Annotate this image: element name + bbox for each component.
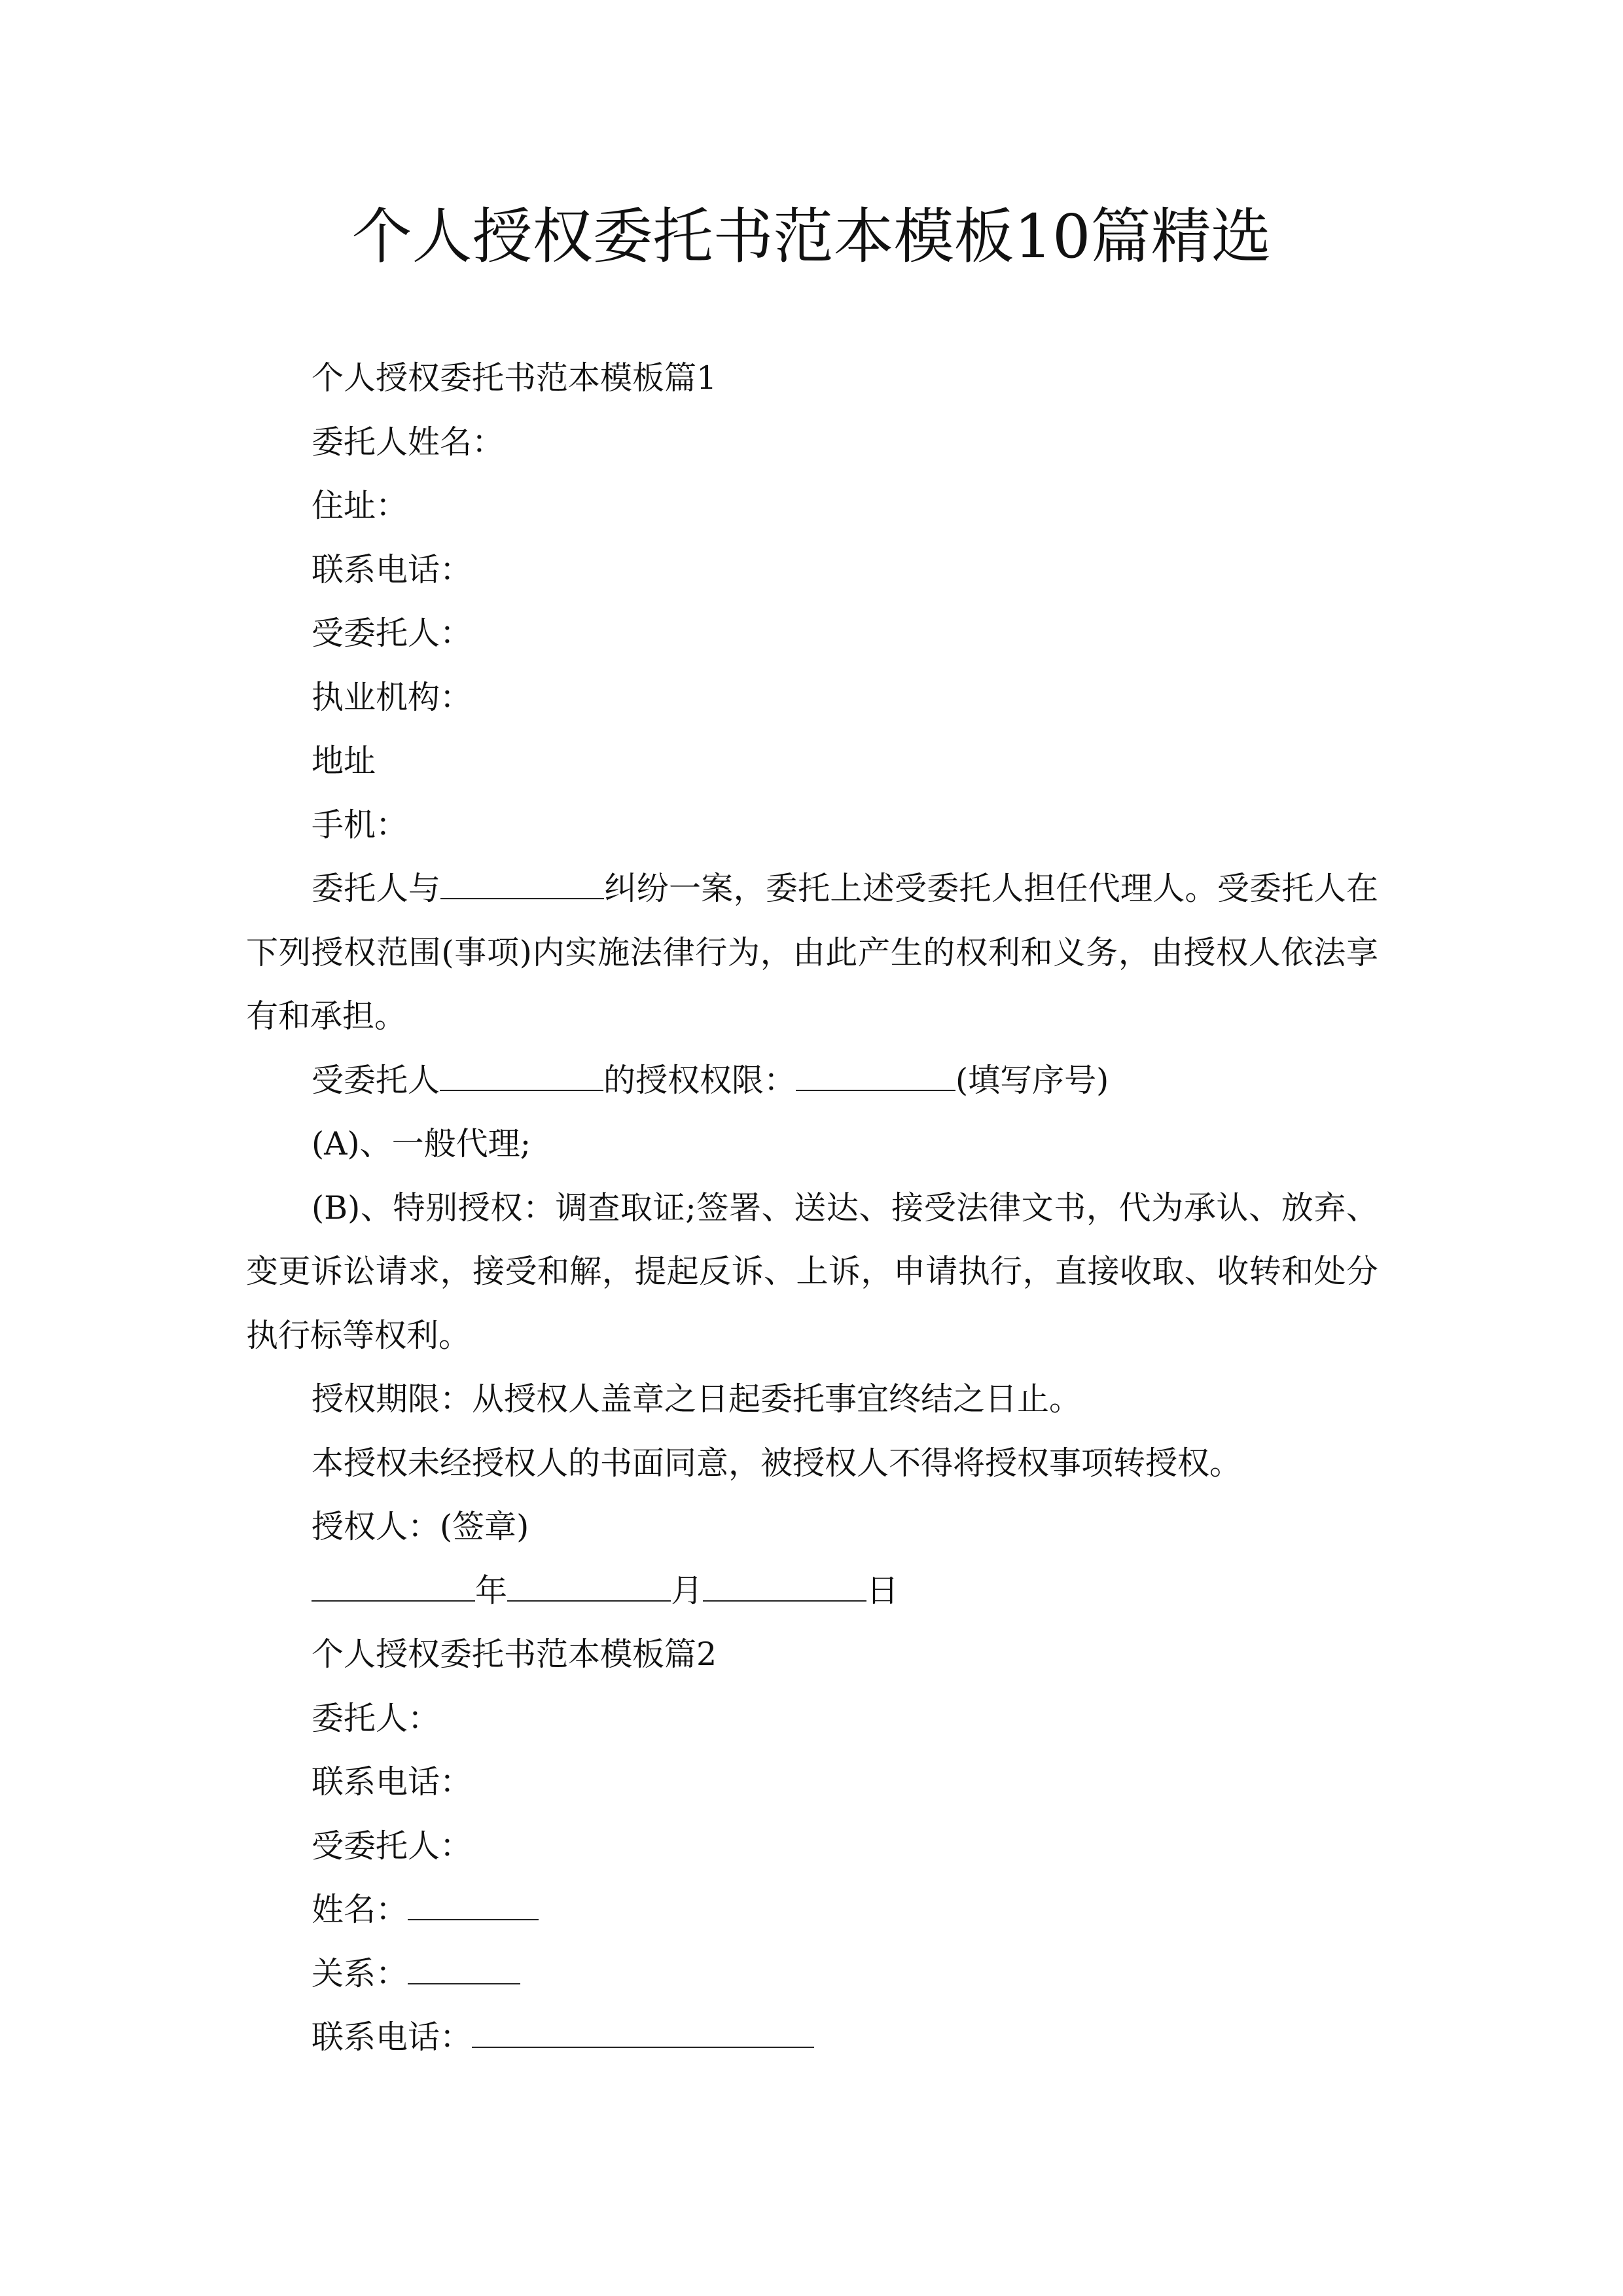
- agent-label: 受委托人：: [312, 615, 473, 652]
- institution-label: 执业机构：: [312, 678, 473, 716]
- authority-number-blank: [796, 1064, 955, 1091]
- relation-blank: [408, 1957, 520, 1984]
- agent-name-blank: [440, 1064, 603, 1091]
- name-blank: [408, 1893, 539, 1920]
- no-transfer-clause: 本授权未经授权人的书面同意，被授权人不得将授权事项转授权。: [312, 1444, 1242, 1482]
- document-title: 个人授权委托书范本模板10篇精选: [351, 202, 1272, 272]
- delegation-paragraph: [246, 857, 1378, 1049]
- document-body: [246, 346, 1378, 2070]
- para1-end: 纠纷一案，委托上述受委托人担任代理人。受委托人在下列授权范围(事项)内实施法律行为，由此产生的权利和义务，由授权人依法享有和承担。: [246, 870, 1378, 1035]
- agent-address-label: 地址: [312, 742, 376, 780]
- month-blank: [507, 1574, 671, 1602]
- s2-phone-label: 联系电话：: [312, 1763, 473, 1801]
- authority-paragraph: [246, 1049, 1378, 1113]
- s2-phone2-line: [246, 2005, 1378, 2070]
- month-label: 月: [671, 1571, 704, 1609]
- day-label: 日: [866, 1571, 899, 1609]
- s2-relation-label: 关系：: [312, 1954, 408, 1992]
- option-b: (B)、特别授权：调查取证;签署、送达、接受法律文书，代为承认、放弃、变更诉讼请求，接受和解，提起反诉、上诉，申请执行，直接收取、收转和处分执行标等权利。: [246, 1189, 1378, 1354]
- section1-heading: 个人授权委托书范本模板篇1: [312, 359, 717, 397]
- year-label: 年: [475, 1571, 508, 1609]
- phone-label: 联系电话：: [312, 550, 473, 588]
- address-label: 住址：: [312, 487, 408, 524]
- day-blank: [703, 1574, 866, 1602]
- signer-label: 授权人：(签章): [312, 1508, 529, 1545]
- s2-name-line: [246, 1878, 1378, 1942]
- authorization-term: 授权期限：从授权人盖章之日起委托事宜终结之日止。: [312, 1380, 1082, 1418]
- date-line: [246, 1559, 1378, 1623]
- para1-start: 委托人与: [312, 870, 441, 907]
- s2-relation-line: [246, 1942, 1378, 2006]
- year-blank: [312, 1574, 475, 1602]
- s2-phone2-label: 联系电话：: [312, 2018, 473, 2056]
- s2-agent-label: 受委托人：: [312, 1827, 473, 1865]
- client-name-label: 委托人姓名：: [312, 423, 505, 461]
- section2-heading: 个人授权委托书范本模板篇2: [312, 1636, 717, 1673]
- dispute-party-blank: [440, 872, 604, 899]
- para2-start: 受委托人: [312, 1061, 440, 1099]
- option-a: (A)、一般代理;: [312, 1125, 531, 1162]
- para2-end: (填写序号): [955, 1061, 1109, 1099]
- s2-client-label: 委托人：: [312, 1699, 440, 1737]
- phone-blank: [472, 2020, 814, 2048]
- mobile-label: 手机：: [312, 806, 408, 844]
- para2-mid: 的授权权限：: [603, 1061, 796, 1099]
- s2-name-label: 姓名：: [312, 1891, 408, 1928]
